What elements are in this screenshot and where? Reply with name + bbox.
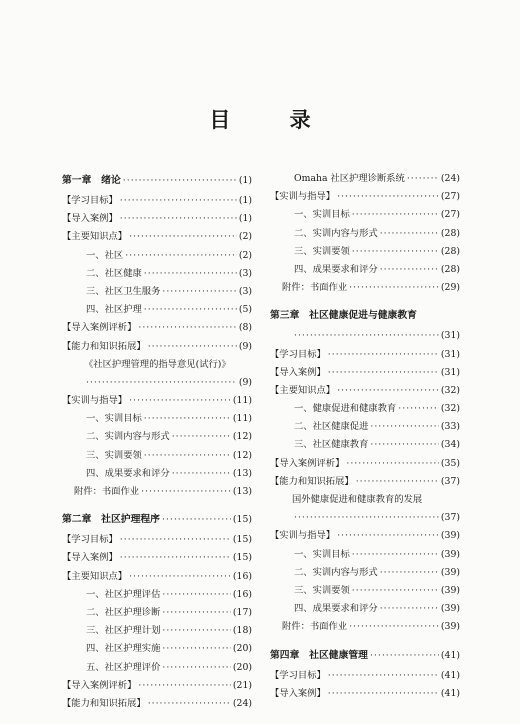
- toc-subsection-entry[interactable]: [270, 206, 460, 224]
- toc-entry-continuation[interactable]: [62, 374, 252, 392]
- toc-entry-label: 【学习目标】: [270, 348, 326, 360]
- dot-leader: [144, 410, 231, 428]
- dot-leader: [120, 549, 231, 567]
- toc-subsection-entry[interactable]: [62, 659, 252, 677]
- toc-page-number: (31): [440, 348, 460, 360]
- dot-leader: [144, 447, 231, 465]
- toc-page-number: (16): [232, 570, 252, 582]
- toc-entry-label: 【导入案例评析】: [270, 457, 345, 469]
- toc-entry-continuation[interactable]: [270, 509, 460, 527]
- toc-entry-label: 一、实训目标: [86, 413, 142, 425]
- toc-section-entry[interactable]: [62, 568, 252, 586]
- toc-page-number: (39): [440, 548, 460, 560]
- toc-page-number: (12): [232, 449, 252, 461]
- dot-leader: [129, 568, 231, 586]
- toc-page-number: (11): [232, 413, 252, 425]
- toc-entry-label: 三、实训要领: [86, 449, 142, 461]
- toc-entry-label: 【能力和知识拓展】: [270, 475, 354, 487]
- toc-subsection-entry[interactable]: [62, 465, 252, 483]
- toc-subsection-entry[interactable]: [62, 247, 252, 265]
- toc-entry-text[interactable]: [270, 491, 460, 509]
- toc-entry-label: 二、实训内容与形式: [294, 566, 378, 578]
- toc-page-number: (12): [232, 431, 252, 443]
- dot-leader: [162, 586, 231, 604]
- dot-leader: [328, 667, 439, 685]
- toc-entry-label: 二、实训内容与形式: [86, 431, 170, 443]
- toc-page-number: (11): [232, 395, 252, 407]
- toc-subsection-entry[interactable]: [270, 225, 460, 243]
- dot-leader: [172, 465, 231, 483]
- dot-leader: [144, 265, 237, 283]
- dot-leader: [370, 436, 439, 454]
- toc-entry-label: 一、社区: [86, 249, 124, 261]
- toc-entry-label: 【实训与指导】: [270, 530, 336, 542]
- toc-page-number: (39): [440, 530, 460, 542]
- toc-entry-label: 二、社区健康: [86, 267, 142, 279]
- toc-page-number: (8): [238, 322, 252, 334]
- dot-leader: [162, 283, 236, 301]
- toc-page-number: (32): [440, 384, 460, 396]
- dot-leader: [120, 192, 237, 210]
- toc-entry-label: 二、社区健康促进: [294, 421, 369, 433]
- toc-entry-label: 五、社区护理评价: [86, 661, 161, 673]
- dot-leader: [120, 210, 237, 228]
- toc-entry-label: 三、社区健康教育: [294, 439, 369, 451]
- toc-entry-label: 附件：书面作业: [282, 282, 348, 294]
- toc-section-entry[interactable]: [270, 382, 460, 400]
- dot-leader: [138, 319, 236, 337]
- toc-page-number: (24): [232, 697, 252, 709]
- toc-subsection-entry[interactable]: [62, 640, 252, 658]
- toc-page-number: (39): [440, 584, 460, 596]
- toc-subsection-entry[interactable]: [62, 622, 252, 640]
- toc-page-number: (27): [440, 191, 460, 203]
- toc-page-number: (13): [232, 467, 252, 479]
- toc-page-number: (9): [238, 376, 252, 388]
- dot-leader: [352, 546, 439, 564]
- toc-entry-label: 三、社区卫生服务: [86, 285, 161, 297]
- dot-leader: [337, 527, 439, 545]
- toc-entry-label: 二、实训内容与形式: [294, 227, 378, 239]
- toc-page-number: (28): [440, 245, 460, 257]
- toc-entry-label: 【学习目标】: [62, 534, 118, 546]
- dot-leader: [141, 483, 231, 501]
- toc-page-number: (32): [440, 403, 460, 415]
- toc-page-number: (41): [440, 687, 460, 699]
- toc-page-number: (37): [440, 512, 460, 524]
- toc-subsection-entry[interactable]: [270, 582, 460, 600]
- toc-subsection-entry[interactable]: [270, 546, 460, 564]
- dot-leader: [337, 382, 439, 400]
- toc-entry-label: 一、实训目标: [294, 209, 350, 221]
- toc-section-entry[interactable]: [270, 473, 460, 491]
- dot-leader: [162, 604, 231, 622]
- dot-leader: [125, 247, 237, 265]
- dot-leader: [172, 428, 231, 446]
- dot-leader: [337, 188, 439, 206]
- toc-subsection-entry[interactable]: [62, 428, 252, 446]
- toc-page-number: (16): [232, 588, 252, 600]
- toc-appendix-entry[interactable]: [62, 483, 252, 501]
- toc-entry-label: 【导入案例】: [62, 552, 118, 564]
- toc-subsection-entry[interactable]: [62, 265, 252, 283]
- dot-leader: [328, 346, 439, 364]
- toc-entry-label: 【主要知识点】: [62, 570, 128, 582]
- toc-section-entry[interactable]: [62, 228, 252, 246]
- toc-page-number: (41): [440, 649, 460, 661]
- dot-leader: [380, 600, 439, 618]
- toc-entry-label: 附件：书面作业: [74, 486, 140, 497]
- dot-leader: [129, 392, 231, 410]
- page-title: 目 录: [209, 108, 337, 132]
- dot-leader: [148, 338, 237, 356]
- dot-leader: [328, 685, 439, 703]
- toc-page-number: (20): [232, 661, 252, 673]
- toc-entry-label: 【导入案例】: [270, 366, 326, 378]
- toc-chapter-entry[interactable]: [270, 305, 460, 327]
- toc-subsection-entry[interactable]: [62, 586, 252, 604]
- toc-page-number: (1): [238, 175, 252, 186]
- dot-leader: [352, 582, 439, 600]
- toc-entry-label: 第一章 绪论: [62, 175, 121, 186]
- toc-page-number: (15): [232, 514, 252, 526]
- toc-entry-label: 【实训与指导】: [62, 395, 128, 407]
- toc-page-number: (33): [440, 421, 460, 433]
- dot-leader: [370, 645, 439, 667]
- toc-entry-label: 第四章 社区健康管理: [270, 649, 368, 661]
- dot-leader: [380, 564, 439, 582]
- toc-entry-label: 一、社区护理评估: [86, 588, 161, 600]
- toc-entry-label: 【能力和知识拓展】: [62, 340, 146, 352]
- toc-section-entry[interactable]: [62, 319, 252, 337]
- toc-page-number: (31): [440, 330, 460, 342]
- toc-entry-label: 三、实训要领: [294, 584, 350, 596]
- toc-section-entry[interactable]: [270, 685, 460, 703]
- dot-leader: [162, 509, 231, 531]
- toc-entry-label: 四、成果要求和评分: [294, 603, 378, 615]
- toc-entry-label: 第二章 社区护理程序: [62, 514, 160, 526]
- toc-subsection-entry[interactable]: [270, 436, 460, 454]
- toc-subsection-entry[interactable]: [270, 418, 460, 436]
- toc-subsection-entry[interactable]: [62, 447, 252, 465]
- dot-leader: [148, 695, 231, 713]
- toc-entry-label: 三、实训要领: [294, 245, 350, 257]
- toc-page-number: (13): [232, 486, 252, 497]
- toc-page-number: (5): [238, 304, 252, 316]
- toc-section-entry[interactable]: [62, 677, 252, 695]
- toc-section-entry[interactable]: [62, 192, 252, 210]
- toc-entry-label: 【主要知识点】: [62, 231, 128, 243]
- toc-chapter-entry[interactable]: [270, 645, 460, 667]
- toc-subsection-entry[interactable]: [62, 410, 252, 428]
- toc-page-number: (9): [238, 340, 252, 352]
- dot-leader: [294, 509, 439, 527]
- toc-section-entry[interactable]: [270, 667, 460, 685]
- dot-leader: [398, 400, 439, 418]
- toc-page-number: (28): [440, 263, 460, 275]
- dot-leader: [349, 279, 439, 297]
- toc-entry-label: 【导入案例】: [270, 687, 326, 699]
- toc-page-number: (39): [440, 566, 460, 578]
- toc-entry-label: 二、社区护理诊断: [86, 606, 161, 618]
- dot-leader: [346, 455, 439, 473]
- toc-page-number: (39): [440, 603, 460, 615]
- toc-page-number: (37): [440, 475, 460, 487]
- toc-section-entry[interactable]: [62, 210, 252, 228]
- toc-left-column: [62, 170, 252, 713]
- toc-subsection-entry[interactable]: [270, 600, 460, 618]
- toc-page-number: (3): [238, 285, 252, 297]
- dot-leader: [162, 659, 231, 677]
- dot-leader: [120, 531, 231, 549]
- toc-entry-label: Omaha 社区护理诊断系统: [294, 173, 405, 184]
- toc-page-number: (39): [440, 621, 460, 633]
- toc-appendix-entry[interactable]: [270, 618, 460, 636]
- dot-leader: [380, 261, 439, 279]
- toc-section-entry[interactable]: [62, 695, 252, 713]
- toc-entry-label: 【主要知识点】: [270, 384, 336, 396]
- toc-entry-continuation[interactable]: [270, 327, 460, 345]
- toc-chapter-entry[interactable]: [62, 509, 252, 531]
- toc-entry-label: 【导入案例】: [62, 213, 118, 225]
- dot-leader: [328, 364, 439, 382]
- toc-entry-label: 四、社区护理: [86, 304, 142, 316]
- toc-subsection-entry[interactable]: [62, 604, 252, 622]
- toc-entry-label: 国外健康促进和健康教育的发展: [292, 494, 423, 505]
- toc-page-number: (18): [232, 625, 252, 637]
- toc-section-entry[interactable]: [270, 188, 460, 206]
- toc-page-number: (2): [238, 231, 252, 243]
- toc-subsection-entry[interactable]: [270, 261, 460, 279]
- toc-page-number: (29): [440, 282, 460, 294]
- toc-entry-label: 【导入案例评析】: [62, 322, 137, 334]
- dot-leader: [407, 170, 439, 188]
- toc-entry-label: 第三章 社区健康促进与健康教育: [270, 310, 417, 322]
- toc-appendix-entry[interactable]: [270, 279, 460, 297]
- toc-entry-label: 【实训与指导】: [270, 191, 336, 203]
- dot-leader: [138, 677, 231, 695]
- dot-leader: [162, 622, 231, 640]
- toc-subsection-entry[interactable]: [270, 564, 460, 582]
- toc-page-number: (15): [232, 552, 252, 564]
- toc-page-number: (35): [440, 457, 460, 469]
- toc-page-number: (28): [440, 227, 460, 239]
- toc-entry-label: 附件：书面作业: [282, 621, 348, 633]
- toc-section-entry[interactable]: [270, 346, 460, 364]
- toc-entry-label: 一、健康促进和健康教育: [294, 403, 397, 415]
- toc-entry-label: 四、成果要求和评分: [294, 263, 378, 275]
- toc-page-number: (41): [440, 669, 460, 681]
- toc-entry-label: 【学习目标】: [62, 195, 118, 206]
- toc-entry-label: 四、社区护理实施: [86, 643, 161, 655]
- dot-leader: [352, 243, 439, 261]
- toc-entry-label: 三、社区护理计划: [86, 625, 161, 637]
- toc-page-number: (17): [232, 606, 252, 618]
- toc-section-entry[interactable]: [62, 338, 252, 356]
- toc-page-number: (2): [238, 249, 252, 261]
- toc-page-number: (20): [232, 643, 252, 655]
- toc-chapter-entry[interactable]: [62, 170, 252, 192]
- toc-subsection-entry[interactable]: [270, 170, 460, 188]
- toc-entry-label: 《社区护理管理的指导意见(试行)》: [84, 358, 231, 370]
- toc-entry-label: 【能力和知识拓展】: [62, 697, 146, 709]
- toc-subsection-entry[interactable]: [270, 400, 460, 418]
- toc-entry-label: 一、实训目标: [294, 548, 350, 560]
- dot-leader: [162, 640, 231, 658]
- toc-entry-text[interactable]: [62, 356, 252, 374]
- toc-page-number: (24): [440, 173, 460, 184]
- dot-leader: [86, 374, 237, 392]
- toc-page-number: (1): [238, 213, 252, 225]
- toc-section-entry[interactable]: [62, 531, 252, 549]
- dot-leader: [349, 618, 439, 636]
- toc-page-number: (34): [440, 439, 460, 451]
- dot-leader: [123, 170, 237, 192]
- toc-page-number: (21): [232, 679, 252, 691]
- toc-section-entry[interactable]: [270, 455, 460, 473]
- toc-subsection-entry[interactable]: [62, 301, 252, 319]
- toc-right-column: [270, 170, 460, 703]
- toc-page-number: (31): [440, 366, 460, 378]
- dot-leader: [370, 418, 439, 436]
- toc-page-number: (3): [238, 267, 252, 279]
- dot-leader: [144, 301, 237, 319]
- dot-leader: [352, 206, 439, 224]
- toc-section-entry[interactable]: [62, 392, 252, 410]
- toc-section-entry[interactable]: [270, 527, 460, 545]
- toc-entry-label: 【导入案例评析】: [62, 679, 137, 691]
- toc-page-number: (1): [238, 195, 252, 206]
- toc-page-number: (15): [232, 534, 252, 546]
- toc-page-number: (27): [440, 209, 460, 221]
- toc-entry-label: 四、成果要求和评分: [86, 467, 170, 479]
- dot-leader: [294, 327, 439, 345]
- toc-section-entry[interactable]: [270, 364, 460, 382]
- toc-entry-label: 【学习目标】: [270, 669, 326, 681]
- dot-leader: [129, 228, 237, 246]
- toc-subsection-entry[interactable]: [270, 243, 460, 261]
- toc-subsection-entry[interactable]: [62, 283, 252, 301]
- dot-leader: [380, 225, 439, 243]
- dot-leader: [356, 473, 439, 491]
- toc-section-entry[interactable]: [62, 549, 252, 567]
